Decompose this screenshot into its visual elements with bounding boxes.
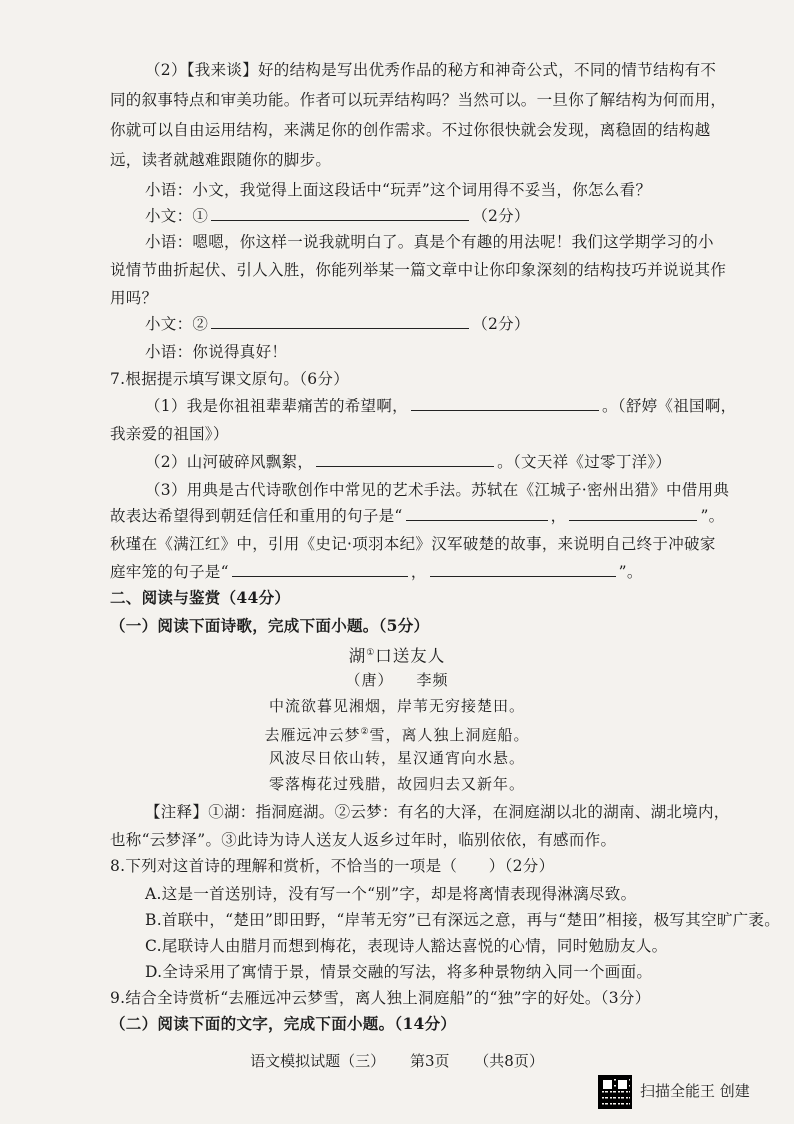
q7-2-blank[interactable] (316, 448, 494, 467)
q7-3-line4-mid: ， (410, 563, 427, 581)
q7-3-blank-1[interactable] (406, 502, 548, 521)
section-2-sub1-title: （一）阅读下面诗歌，完成下面小题。（5分） (110, 616, 430, 635)
q9-stem: 9.结合全诗赏析“去雁远冲云梦雪，离人独上洞庭船”的“独”字的好处。（3分） (110, 989, 651, 1007)
poem-line-4: 零落梅花过残腊，故园归去又新年。 (268, 775, 525, 793)
poem-author: 李频 (416, 671, 449, 689)
poem-line-1: 中流欲暮见湘烟，岸苇无穷接楚田。 (268, 697, 525, 715)
q7-2-post: 。（文天祥《过零丁洋》） (497, 453, 672, 471)
dialogue-xiaoyu-1: 小语：小文，我觉得上面这段话中“玩弄”这个词用得不妥当，你怎么看？ (145, 181, 652, 199)
q7-1-pre: （1）我是你祖祖辈辈痛苦的希望啊， (145, 397, 408, 415)
section-2-title: 二、阅读与鉴赏（44分） (110, 588, 291, 607)
poem-title-post: 口送友人 (375, 646, 446, 666)
qr-code-icon (598, 1075, 632, 1109)
xiaowen-2-score: （2分） (472, 315, 530, 333)
q7-1-blank[interactable] (411, 392, 599, 411)
q7-3-line2 (110, 502, 734, 530)
q7-1-line2: 我亲爱的祖国》） (110, 425, 229, 443)
q8-option-c: C.尾联诗人由腊月而想到梅花，表现诗人豁达喜悦的心情，同时勉励友人。 (145, 937, 668, 955)
footer-exam-name: 语文模拟试题（三） (250, 1052, 386, 1070)
notes-line2: 也称“云梦泽”。③此诗为诗人送友人返乡过年时，临别依依，有感而作。 (110, 831, 617, 849)
q7-3-line2-mid: ， (550, 507, 567, 525)
xiaowen-1-label: 小文：① (145, 207, 209, 225)
footer-page-number: 第3页 (409, 1052, 450, 1070)
notes-line1: 【注释】①湖：指洞庭湖。②云梦：有名的大泽，在洞庭湖以北的湖南、湖北境内， (145, 803, 730, 821)
q7-title: 7.根据提示填写课文原句。（6分） (110, 370, 350, 388)
q7-3-line2-post: ”。 (700, 507, 725, 525)
q7-3-line2-pre: 故表达希望得到朝廷信任和重用的句子是“ (110, 507, 403, 525)
dialogue-xiaowen-1 (145, 202, 734, 230)
dialogue-xiaowen-2 (145, 310, 734, 338)
xiaowen-1-score: （2分） (472, 207, 530, 225)
poem-title-note: ① (366, 648, 376, 658)
poem-line-2-post: 雪，离人独上洞庭船。 (369, 726, 530, 744)
q8-option-a: A.这是一首送别诗，没有写一个“别”字，却是将离情表现得淋漓尽致。 (145, 885, 637, 903)
scanner-watermark: 扫描全能王 创建 (640, 1082, 750, 1100)
section-2-sub2-title: （二）阅读下面的文字，完成下面小题。（14分） (110, 1014, 457, 1033)
dialogue-xiaoyu-2-line1: 小语：嗯嗯，你这样一说我就明白了。真是个有趣的用法呢！我们这学期学习的小 (145, 233, 714, 251)
poem-byline (0, 666, 794, 694)
q8-stem: 8.下列对这首诗的理解和赏析，不恰当的一项是（ ）（2分） (110, 857, 555, 875)
poem-line-2-note: ② (360, 727, 370, 737)
q7-3-line4-post: ”。 (618, 563, 643, 581)
xiaowen-2-label: 小文：② (145, 315, 209, 333)
answer-blank-2[interactable] (211, 310, 469, 329)
poem-line-2-pre: 去雁远冲云梦 (264, 726, 361, 744)
dialogue-xiaoyu-2-line2: 说情节曲折起伏、引人入胜，你能列举某一篇文章中让你印象深刻的结构技巧并说说其作 (110, 261, 727, 279)
q7-3-line4-pre: 庭牢笼的句子是“ (110, 563, 229, 581)
q7-3-blank-4[interactable] (430, 558, 616, 577)
q7-2-pre: （2）山河破碎风飘絮， (145, 453, 314, 471)
poem-dynasty: （唐） (345, 671, 394, 689)
q8-option-d: D.全诗采用了寓情于景，情景交融的写法，将多种景物纳入同一个画面。 (145, 963, 653, 981)
q6-2-text-line2: 同的叙事特点和审美功能。作者可以玩弄结构吗？当然可以。一旦你了解结构为何而用， (110, 91, 727, 109)
poem-line-3: 风波尽日依山转，星汉通宵向水悬。 (268, 749, 525, 767)
dialogue-xiaoyu-2-line3: 用吗？ (110, 289, 158, 307)
poem-title-pre: 湖 (348, 646, 367, 666)
page-footer (0, 1050, 794, 1071)
q7-3-line4 (110, 558, 734, 586)
answer-blank-1[interactable] (211, 202, 469, 221)
q7-3-line1: （3）用典是古代诗歌创作中常见的艺术手法。苏轼在《江城子·密州出猎》中借用典 (145, 481, 730, 499)
q7-3-blank-2[interactable] (569, 502, 697, 521)
q7-3-line3: 秋瑾在《满江红》中，引用《史记·项羽本纪》汉军破楚的故事，来说明自己终于冲破家 (110, 535, 716, 553)
q7-1-post: 。（舒婷《祖国啊， (601, 397, 737, 415)
q6-2-text-line4: 远，读者就越难跟随你的脚步。 (110, 151, 332, 169)
q6-2-text-line1: （2）【我来谈】好的结构是写出优秀作品的秘方和神奇公式，不同的情节结构有不 (145, 61, 717, 79)
q7-1 (145, 392, 737, 420)
dialogue-xiaoyu-3: 小语：你说得真好！ (145, 343, 288, 361)
footer-total-pages: （共8页） (474, 1052, 544, 1070)
q8-option-b: B.首联中，“楚田”即田野，“岸苇无穷”已有深远之意，再与“楚田”相接，极写其空旷广袤。 (145, 911, 781, 929)
q7-3-blank-3[interactable] (232, 558, 408, 577)
q7-2 (145, 448, 734, 476)
q6-2-text-line3: 你就可以自由运用结构，来满足你的创作需求。不过你很快就会发现，离稳固的结构越 (110, 121, 711, 139)
